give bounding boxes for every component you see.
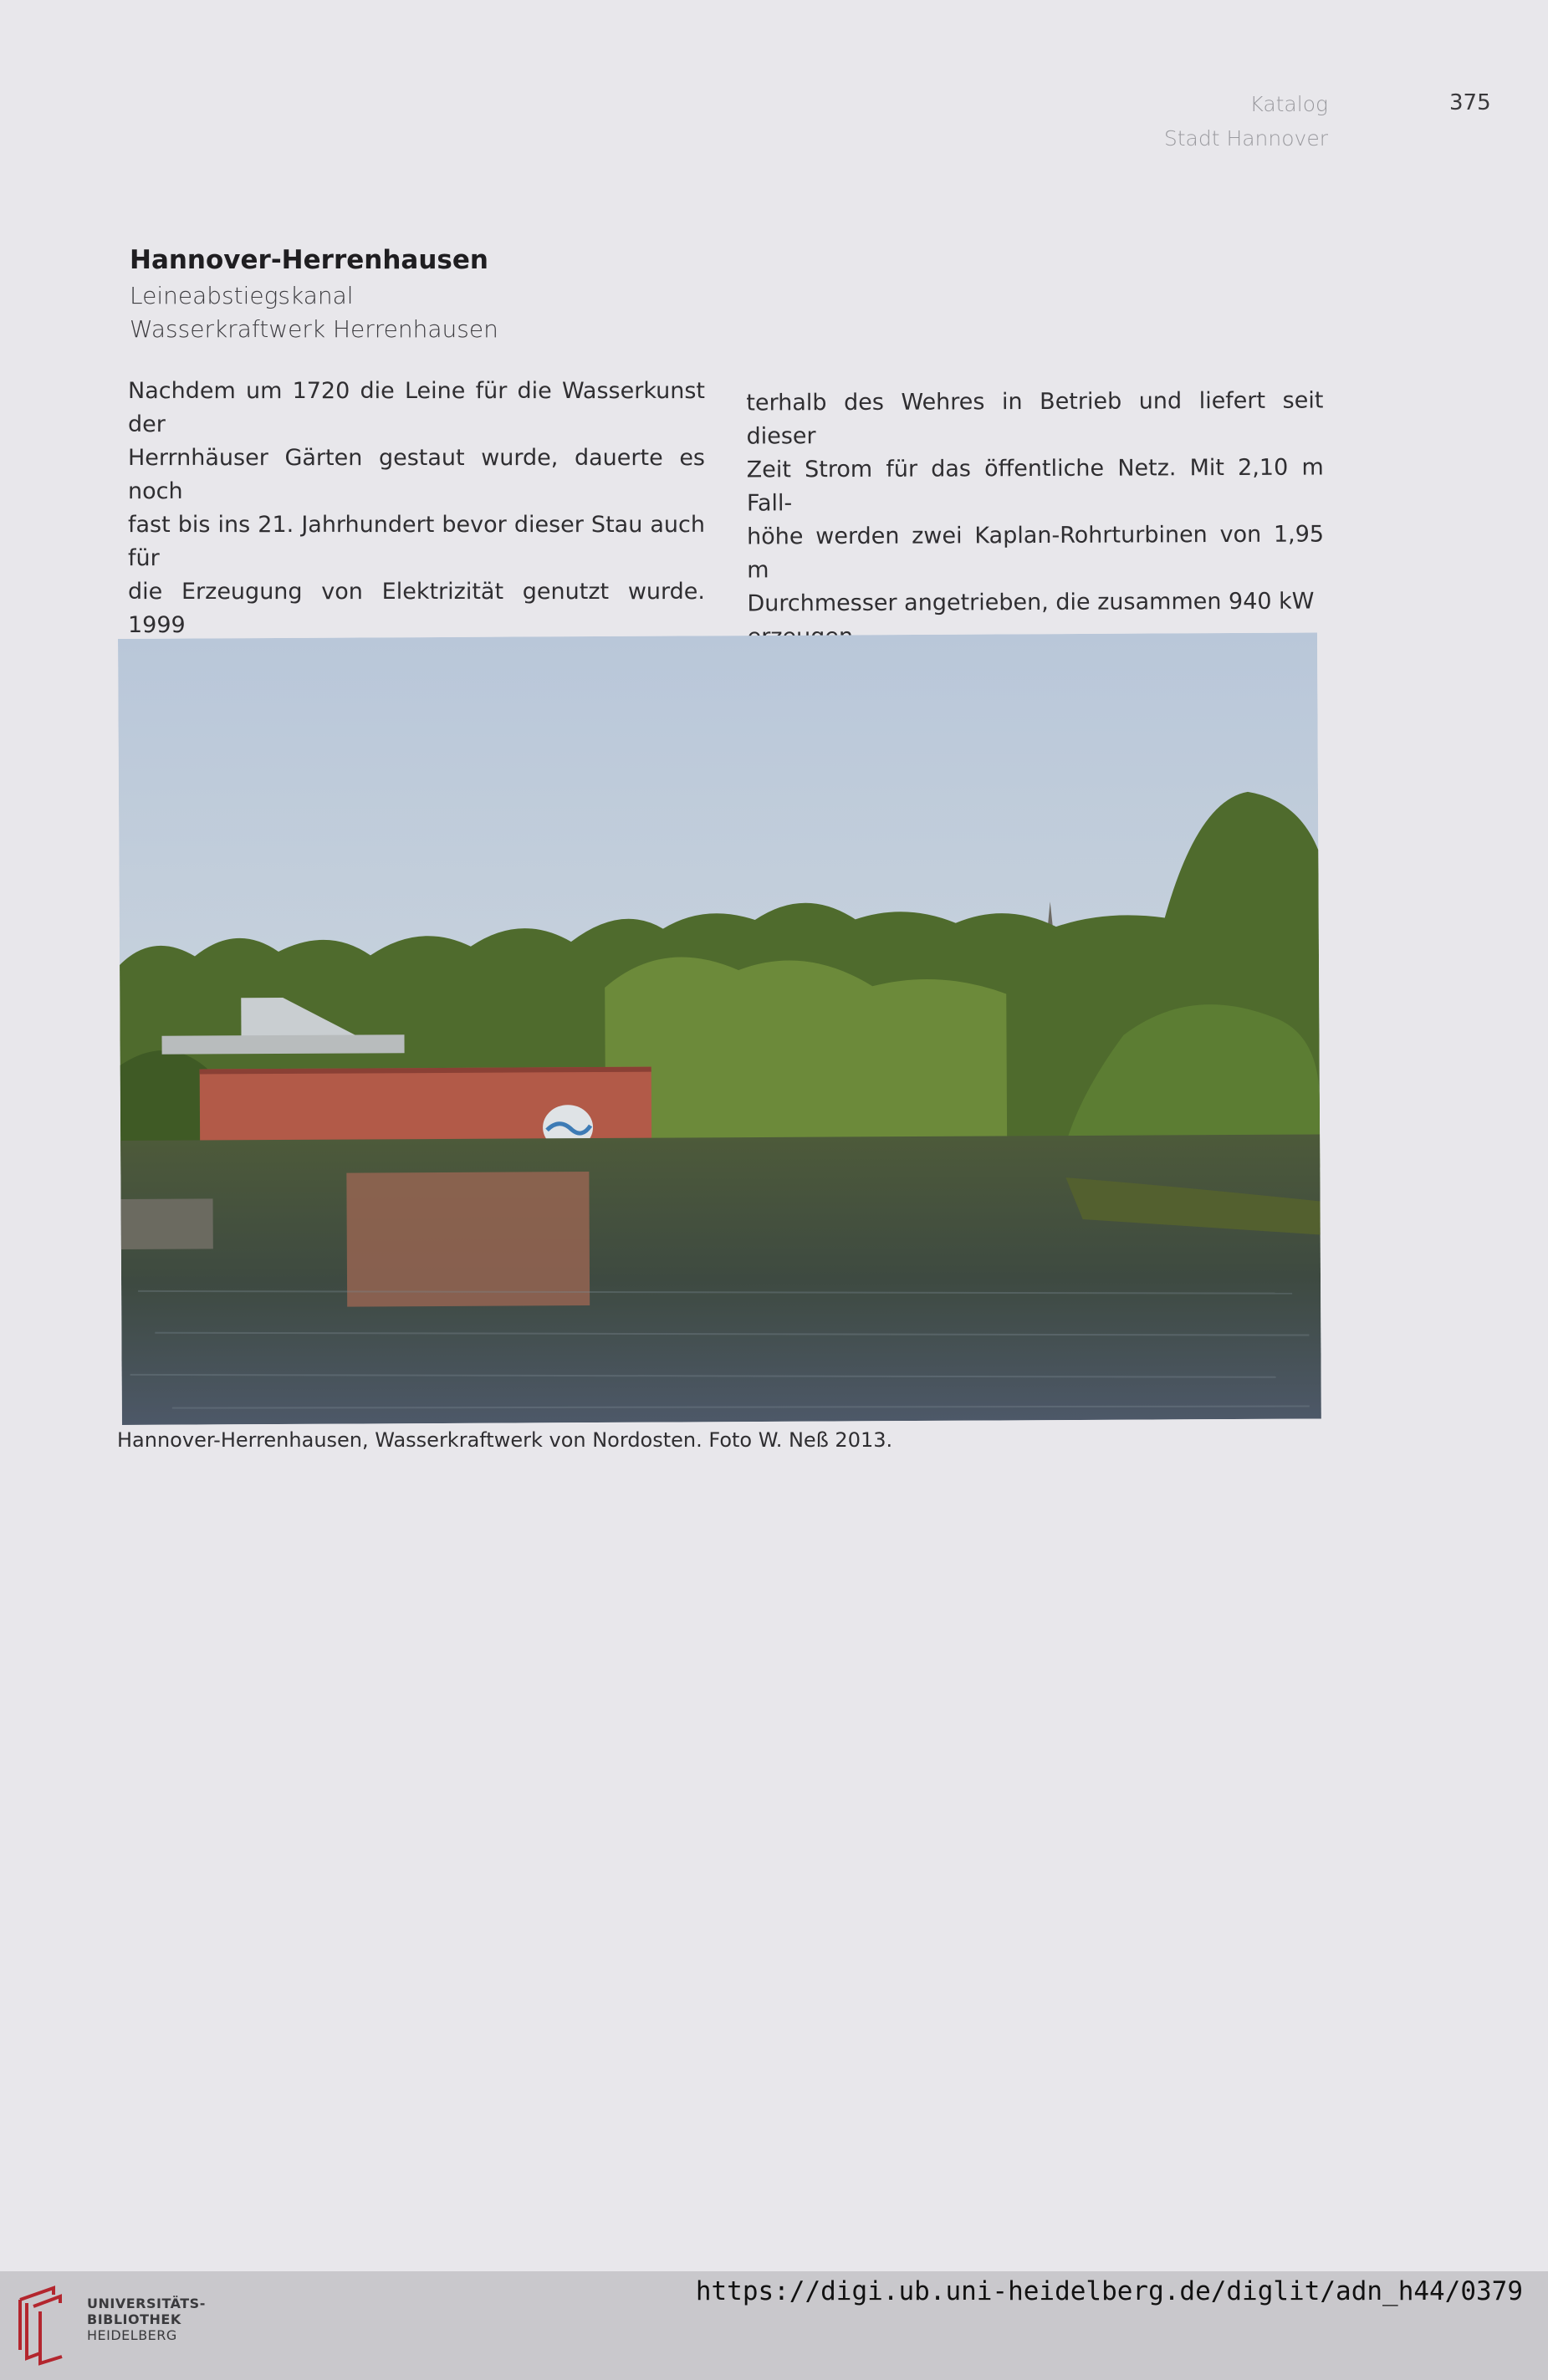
entry-subtitle-canal: Leineabstiegskanal <box>130 282 354 309</box>
body-line: Zeit Strom für das öffentliche Netz. Mit 2,10 m Fall- <box>746 454 1324 517</box>
running-head <box>1164 87 1328 156</box>
figure-caption: Hannover-Herrenhausen, Wasserkraftwerk von Nordosten. Foto W. Neß 2013. <box>117 1428 893 1452</box>
body-line: die Erzeugung von Elektrizität genutzt wurde. 1999 <box>128 579 705 638</box>
page-number: 375 <box>1449 90 1491 115</box>
body-line: Herrnhäuser Gärten gestaut wurde, dauerte es noch <box>128 445 705 504</box>
body-column-right <box>746 384 1324 654</box>
entry-subtitle-plant: Wasserkraftwerk Herrenhausen <box>130 315 498 343</box>
body-line: höhe werden zwei Kaplan-Rohrturbinen von 1,95 m <box>747 521 1325 584</box>
running-head-section: Katalog <box>1249 92 1328 116</box>
entry-title: Hannover-Herrenhausen <box>130 245 488 275</box>
body-line: fast bis ins 21. Jahrhundert bevor dieser Stau auch für <box>128 512 705 571</box>
hydropower-plant-photo <box>118 632 1321 1424</box>
body-line: Durchmesser angetrieben, die zusammen 940 kW <box>747 588 1315 617</box>
library-name <box>87 2296 206 2343</box>
library-name-line: UNIVERSITÄTS- <box>87 2296 206 2311</box>
library-name-line: HEIDELBERG <box>87 2327 177 2343</box>
running-head-subsection: Stadt Hannover <box>1163 126 1328 151</box>
library-name-line: BIBLIOTHEK <box>87 2311 181 2327</box>
entry-heading <box>130 241 498 346</box>
permalink-url[interactable]: https://digi.ub.uni-heidelberg.de/diglit/adn_h44/0379 <box>695 2276 1523 2306</box>
body-line: Nachdem um 1720 die Leine für die Wasserkunst der <box>128 378 705 437</box>
body-line: terhalb des Wehres in Betrieb und liefert seit dieser <box>746 387 1324 450</box>
university-library-logo-icon <box>15 2283 75 2367</box>
